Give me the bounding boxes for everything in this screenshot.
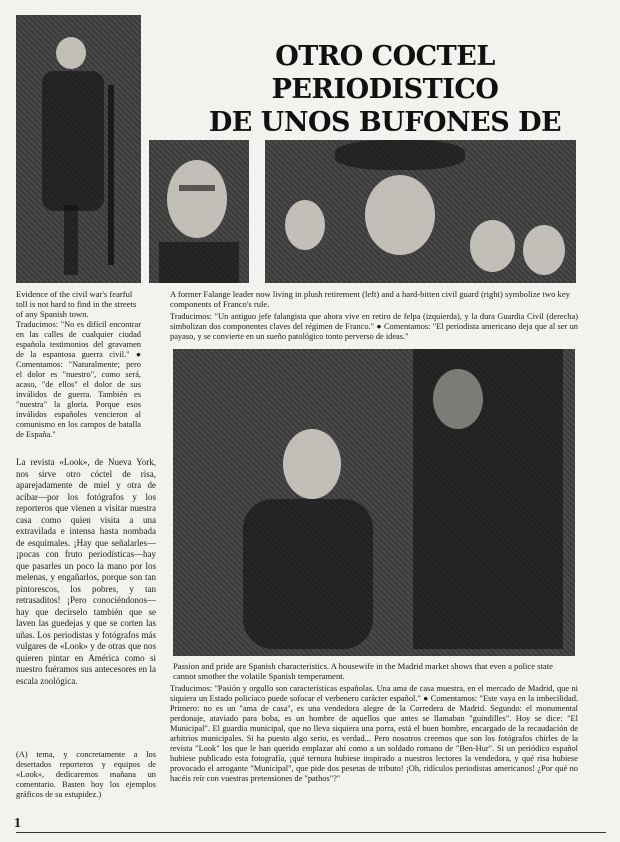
caption-photo-1-english: Evidence of the civil war's fearful toll is not hard to find in the streets of any Spanish town.	[16, 289, 137, 319]
headline-line-2: DE UNOS BUFONES DE	[208, 107, 562, 138]
caption-photos-2-3-spanish: Traducimos: "Un antiguo jefe falangista que ahora vive en retiro de felpa (izquierda), y la dura Guardia Civil (derecha) simbolizan dos componentes claves del régimen de Franco." ● Comentamos: "El periodista americano deja que al ser un payaso, y se convierte en un sueño patológico tonto perverso de ideas."	[170, 312, 578, 341]
photo-civil-guard	[265, 140, 576, 283]
caption-photos-2-3-english: A former Falange leader now living in plush retirement (left) and a hard-bitten civil guard (right) symbolize two key components of Franco's rule.	[170, 289, 570, 309]
article-note: (A) tema, y concretamente a los desertados reporteros y equipos de «Look», dedicaremos mañana un comentario. Basten hoy los ejemplos gráficos de su estupidez.)	[16, 750, 156, 799]
photo-madrid-market	[173, 349, 575, 656]
bottom-rule	[16, 832, 606, 833]
caption-photo-4-english: Passion and pride are Spanish characteristics. A housewife in the Madrid market shows that even a police state cannot smother the volatile Spanish temperament.	[173, 661, 553, 681]
headline	[185, 40, 585, 139]
caption-photo-4-spanish: Traducimos: "Pasión y orgullo son características españolas. Una ama de casa muestra, en el mercado de Madrid, que ni siquiera un Estado policíaco puede sofocar el verbenero carácter español." ● Comentamos: "Este vaya en la imbecilidad. Primero: no es un "ama de casa", es una vendedora alegre de la Corredera de Madrid. Segundo: el monumental perdonaje, ataviado para boba, es un hombre de aquellos que antes se llamaban "guindilles". Hoy se dice: "El Municipal". El guardia municipal, que no lleva siquiera una porra, está el buen hombre, encargado de la recaudación de arbitrios municipales. Si ha puesto algo serio, es verdad... Pero nosotros creemos que son los fotógrafos chirles de la revista "Look" los que le han querido emplazar ahí como a un soldado romano de "Ben-Hur". Si un periódico español hubiese publicado esta fotografía, ¡qué ternura hubiese inspirado a nuestros lectores la vendedora, y qué risa hubiese provocado el arrogante "Municipal", que pide dos pesetas de tributo! ¡Oh, ridículos periodistas americanos! ¿Por qué no hacéis reír con vuestras pretensiones de "pathos"?"	[170, 684, 578, 783]
article-body: La revista «Look», de Nueva York, nos sirve otro cóctel de risa, aparejadamente de miel y otra de acíbar—por los fotógrafos y los reporteros que vienen a visitar nuestra casa como quien visita a una extravilada e intensa hasta nombada de esquimales. ¡Hay que señalarles—¡pocas con fruto periodísticas—hay que pasarles un poco la mano por los melenas, y engañarlos, porque son tan pintorescos, los pobres, y tan retrasaditos! ¡Pero conociéndonos—hay que decírselo también que se laven las guedejas y que se corten las uñas. Los periodistas y fotógrafos más vulgares de «Look» y de otras que nos quieren pintar en América como si nuestro fuéramos sus antecesores en la escala zoológica.	[16, 457, 156, 686]
page-folio: 1	[14, 816, 21, 831]
caption-photo-1-spanish: Traducimos: "No es difícil encontrar en las calles de cualquier ciudad española testimonios del gravamen de la espantosa guerra civil." ● Comentamos: "Naturalmente; pero el dolor es "nuestro", como será, acaso, "de ellos" el dolor de sus inválidos de guerra. También es "nuestra" la gloria. Porque esos inválidos españoles vencieron al comunismo en los campos de batalla de España."	[16, 320, 141, 439]
headline-line-1: OTRO COCTEL PERIODISTICO	[271, 41, 499, 105]
photo-falange-leader	[149, 140, 249, 283]
photo-civil-war-veteran	[16, 15, 141, 283]
